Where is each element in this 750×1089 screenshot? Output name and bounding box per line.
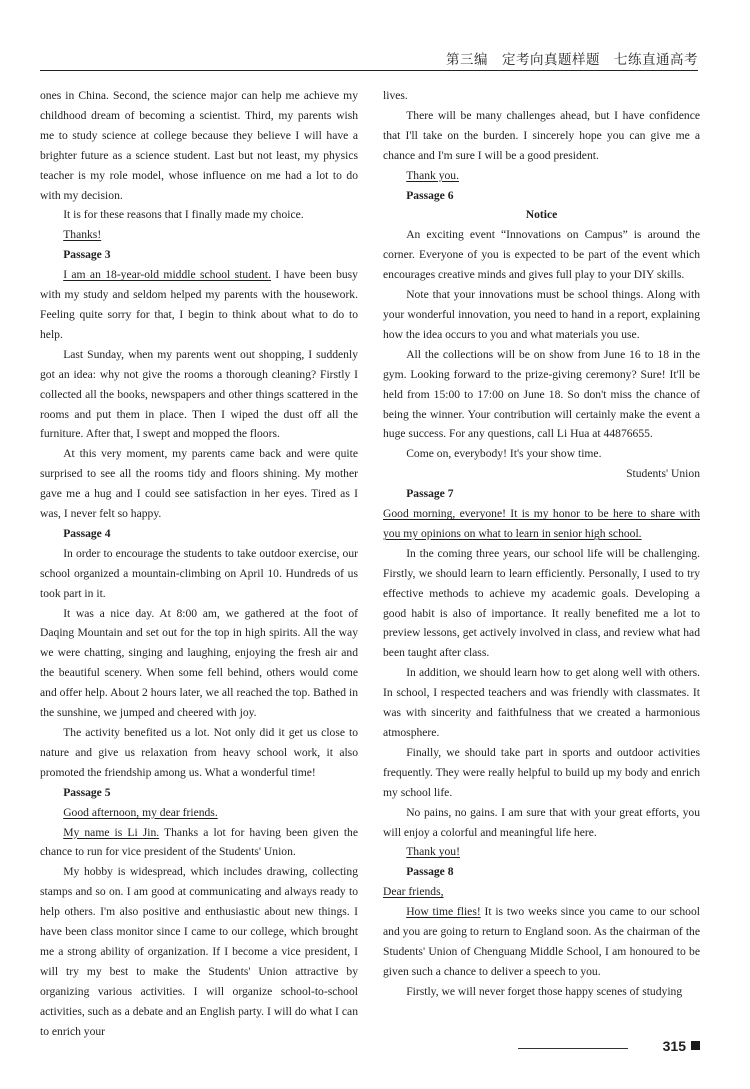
passage-heading: Passage 7 — [406, 487, 454, 501]
passage-heading: Passage 4 — [63, 526, 111, 540]
salutation: Dear friends, — [383, 885, 444, 899]
paragraph: Last Sunday, when my parents went out shopping, I suddenly got an idea: why not give the rooms a thorough cleaning? Firstly I collected all the books, newspapers and other things scattered in the rooms and put them in place. Then I wiped the dust off all the furniture. After that, I swept and mopped the floors. — [40, 347, 358, 441]
footer-rule — [518, 1048, 628, 1049]
page-number: 315 — [662, 1038, 686, 1054]
paragraph: Finally, we should take part in sports and outdoor activities frequently. They were really helpful to build up my body and enrich my school life. — [383, 745, 700, 799]
paragraph-text: I have been busy with my study and seldom helped my parents with the housework. Feeling quite sorry for that, I begin to think about what to do to help. — [40, 268, 358, 341]
passage-heading: Passage 6 — [406, 188, 454, 202]
closing-line: Thanks! — [63, 228, 102, 242]
paragraph: It is for these reasons that I finally made my choice. — [63, 208, 304, 222]
paragraph: Firstly, we will never forget those happy scenes of studying — [406, 984, 683, 998]
notice-title: Notice — [525, 208, 558, 222]
underlined-sentence: My name is Li Jin. — [63, 825, 160, 839]
paragraph: All the collections will be on show from June 16 to 18 in the gym. Looking forward to the prize-giving ceremony? Sure! It'll be held from 15:00 to 17:00 on June 18. So don't miss the chance of being the winner. Your contribution will certainly make the event a huge success. For any questions, call Li Hua at 44876655. — [383, 347, 700, 441]
signature: Students' Union — [626, 467, 700, 481]
paragraph: No pains, no gains. I am sure that with your great efforts, you will enjoy a colorful and meaningful life here. — [383, 805, 700, 839]
paragraph: In order to encourage the students to take outdoor exercise, our school organized a mountain-climbing on April 10. Hundreds of us took part in it. — [40, 546, 358, 600]
paragraph — [383, 902, 700, 982]
paragraph: lives. — [383, 89, 408, 102]
paragraph: In addition, we should learn how to get along well with others. In school, I respected teachers and was friendly with classmates. It was with sincerity and faithfulness that we created a harmonious atmosphere. — [383, 666, 700, 739]
paragraph: The activity benefited us a lot. Not only did it get us close to nature and give us relaxation from heavy school work, it also promoted the friendship among us. What a wonderful time! — [40, 726, 358, 779]
paragraph — [40, 265, 358, 345]
paragraph: ones in China. Second, the science major can help me achieve my childhood dream of becoming a scientist. Third, my parents wish me to study science at college because they believe I will have a brighter future as a science student. Last but not least, my physics teacher is my role model, whose influence on me had a lot to do with my decision. — [40, 89, 358, 202]
closing-line: Thank you. — [406, 168, 459, 182]
left-column — [40, 86, 358, 1042]
square-marker-icon — [691, 1041, 700, 1050]
paragraph — [40, 823, 358, 863]
underlined-sentence: How time flies! — [406, 905, 481, 919]
opening-sentence: Good morning, everyone! It is my honor to be here to share with you my opinions on what to learn in senior high school. — [383, 507, 700, 540]
passage-heading: Passage 8 — [406, 865, 454, 879]
right-column — [383, 86, 700, 1002]
paragraph: Come on, everybody! It's your show time. — [406, 447, 602, 461]
closing-line: Thank you! — [406, 845, 460, 859]
paragraph: An exciting event “Innovations on Campus” is around the corner. Everyone of you is expected to be part of the event which encourages creative minds and gives full play to your DIY skills. — [383, 228, 700, 282]
page-header — [40, 46, 698, 70]
paragraph-text: Thanks a lot for having been given the chance to run for vice president of the Students' Union. — [40, 825, 358, 859]
passage-heading: Passage 3 — [63, 248, 111, 262]
passage-heading: Passage 5 — [63, 785, 111, 799]
underlined-sentence: I am an 18-year-old middle school student. — [63, 268, 272, 282]
header-rule — [40, 70, 698, 71]
paragraph: At this very moment, my parents came back and were quite surprised to see all the rooms tidy and floors shining. My mother gave me a hug and I could see satisfaction in her eyes. Tired as I was, I never felt so happy. — [40, 447, 358, 521]
paragraph: My hobby is widespread, which includes drawing, collecting stamps and so on. I am good at communicating and always ready to help others. I'm also positive and enthusiastic about new things. I have been class monitor since I came to our college, which brought me a strong ability of organization. If I become a vice president, I will try my best to make the Students' Union attractive by organizing various activities. I will organize school-to-school activities, such as a debate and an English party. I will do what I can to enrich your — [40, 865, 358, 1038]
paragraph-text: It is two weeks since you came to our school and you are going to return to England soon. As the chairman of the Students' Union of Chenguang Middle School, I am honoured to be given such a chance to deliver a speech to you. — [383, 905, 700, 978]
paragraph: There will be many challenges ahead, but I have confidence that I'll take on the burden. I sincerely hope you can give me a chance and I'm sure I will be a good president. — [383, 108, 700, 162]
paragraph: It was a nice day. At 8:00 am, we gathered at the foot of Daqing Mountain and set out for the top in high spirits. All the way we were chatting, singing and laughing, enjoying the fresh air and the beautiful scenery. When some fell behind, others would come and offer help. About 2 hours later, we all reached the top. Bathed in the sunshine, we jumped and cheered with joy. — [40, 606, 358, 720]
greeting-line: Good afternoon, my dear friends. — [63, 805, 218, 819]
paragraph: Note that your innovations must be school things. Along with your wonderful innovation, you need to hand in a report, explaining how the idea occurs to you and what materials you use. — [383, 288, 700, 341]
header-title: 第三编 定考向真题样题 七练直通高考 — [446, 52, 698, 67]
paragraph: In the coming three years, our school life will be challenging. Firstly, we should learn to learn efficiently. Personally, I used to try effective methods to achieve my academic goals. Developing a good habit is also of importance. It really benefited me a lot to preview lessons, get actively involved in class, and review what had been taught after class. — [383, 546, 700, 660]
